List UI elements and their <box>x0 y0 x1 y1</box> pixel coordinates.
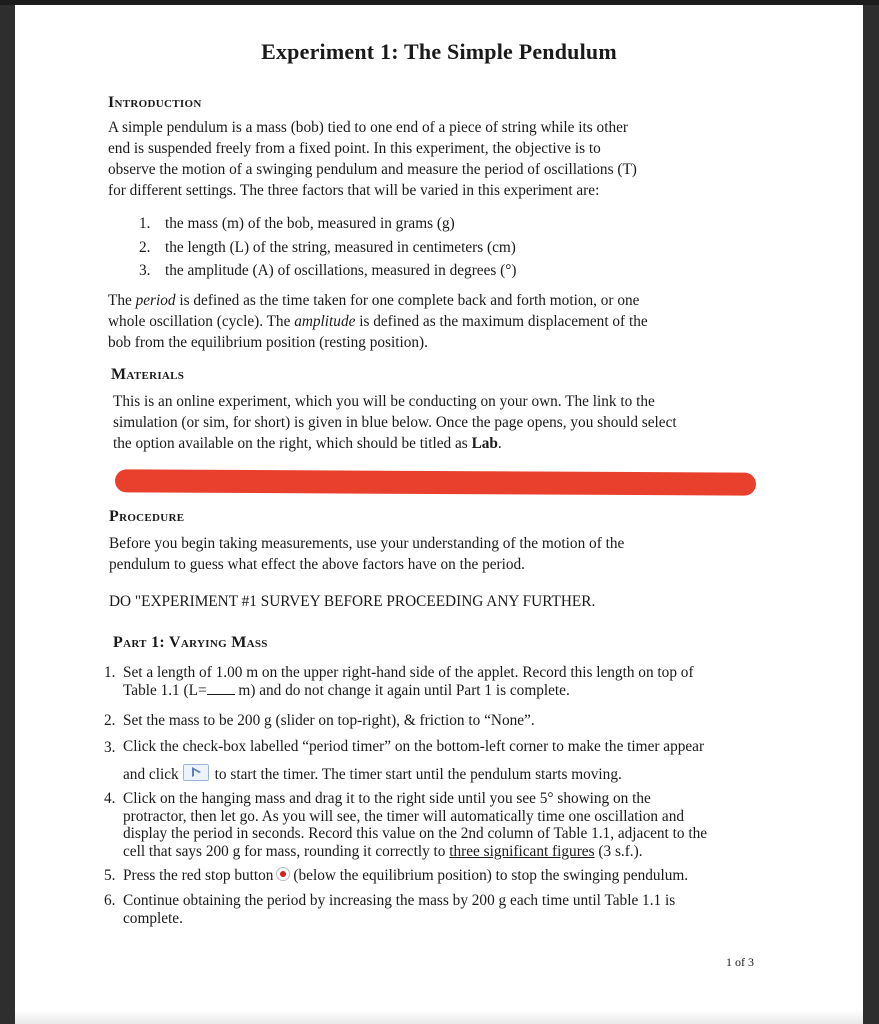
term-period: period <box>135 292 176 309</box>
step-4: 4. Click on the hanging mass and drag it to the right side until you see 5° showing on the protractor, then let go. As you will see, the timer will automatically time one oscillation and display the period in seconds. Record this value on the 2nd column of Table 1.1, adjacent to the cell that says 200 g for mass, rounding it correctly to three significant figures (3 s.f.). <box>104 790 708 860</box>
materials-paragraph: This is an online experiment, which you will be conducting on your own. The link to the simulation (or sim, for short) is given in blue below. Once the page opens, you should select the option available on the right, which should be titled as Lab. <box>113 393 677 452</box>
factors-list <box>139 212 516 283</box>
procedure-paragraph: Before you begin taking measurements, use your understanding of the motion of the pendulum to guess what effect the above factors have on the period. <box>109 535 625 573</box>
stop-button-icon <box>276 867 290 881</box>
introduction-paragraph <box>108 117 637 201</box>
part1-heading: Part 1: Varying Mass <box>113 634 268 651</box>
intro-line: for different settings. The three factors that will be varied in this experiment are: <box>108 182 600 199</box>
definitions-paragraph: The period is defined as the time taken for one complete back and forth motion, or one whole oscillation (cycle). The amplitude is defined as the maximum displacement of the bob from the equilibrium position (resting position). <box>108 292 648 351</box>
length-blank <box>207 682 235 695</box>
step-1: 1. Set a length of 1.00 m on the upper right-hand side of the applet. Record this length on top of Table 1.1 (L= m) and do not change it again until Part 1 is complete. <box>104 664 694 699</box>
step-5: 5. Press the red stop button (below the equilibrium position) to stop the swinging pendulum. <box>104 867 689 884</box>
factor-item: 3. the amplitude (A) of oscillations, measured in degrees (°) <box>139 262 517 279</box>
materials-heading: Materials <box>111 366 185 383</box>
document-title: Experiment 1: The Simple Pendulum <box>261 39 617 64</box>
procedure-heading: Procedure <box>109 508 185 525</box>
step-3: 3. Click the check-box labelled “period timer” on the bottom-left corner to make the timer appear and click to start the timer. The timer start until the pendulum starts moving. <box>104 738 705 783</box>
page-number: 1 of 3 <box>726 955 754 969</box>
document-page <box>15 5 863 1024</box>
redaction-mark <box>115 469 756 495</box>
factor-item: 2. the length (L) of the string, measured in centimeters (cm) <box>139 238 516 256</box>
term-amplitude: amplitude <box>294 313 356 330</box>
significant-figures-term: three significant figures <box>449 842 595 860</box>
factor-item: 1. the mass (m) of the bob, measured in grams (g) <box>139 215 455 232</box>
lab-option: Lab <box>471 435 498 452</box>
play-button-icon <box>183 764 209 781</box>
introduction-heading: Introduction <box>108 94 202 111</box>
step-2: 2. Set the mass to be 200 g (slider on top-right), & friction to “None”. <box>104 712 535 729</box>
intro-line: observe the motion of a swinging pendulum and measure the period of oscillations (T) <box>108 161 637 178</box>
survey-instruction: DO "EXPERIMENT #1 SURVEY BEFORE PROCEEDING ANY FURTHER. <box>109 593 596 610</box>
intro-line: A simple pendulum is a mass (bob) tied to one end of a piece of string while its other <box>108 119 628 136</box>
intro-line: end is suspended freely from a fixed point. In this experiment, the objective is to <box>108 140 601 157</box>
step-6: 6. Continue obtaining the period by increasing the mass by 200 g each time until Table 1.1 is complete. <box>104 892 676 927</box>
